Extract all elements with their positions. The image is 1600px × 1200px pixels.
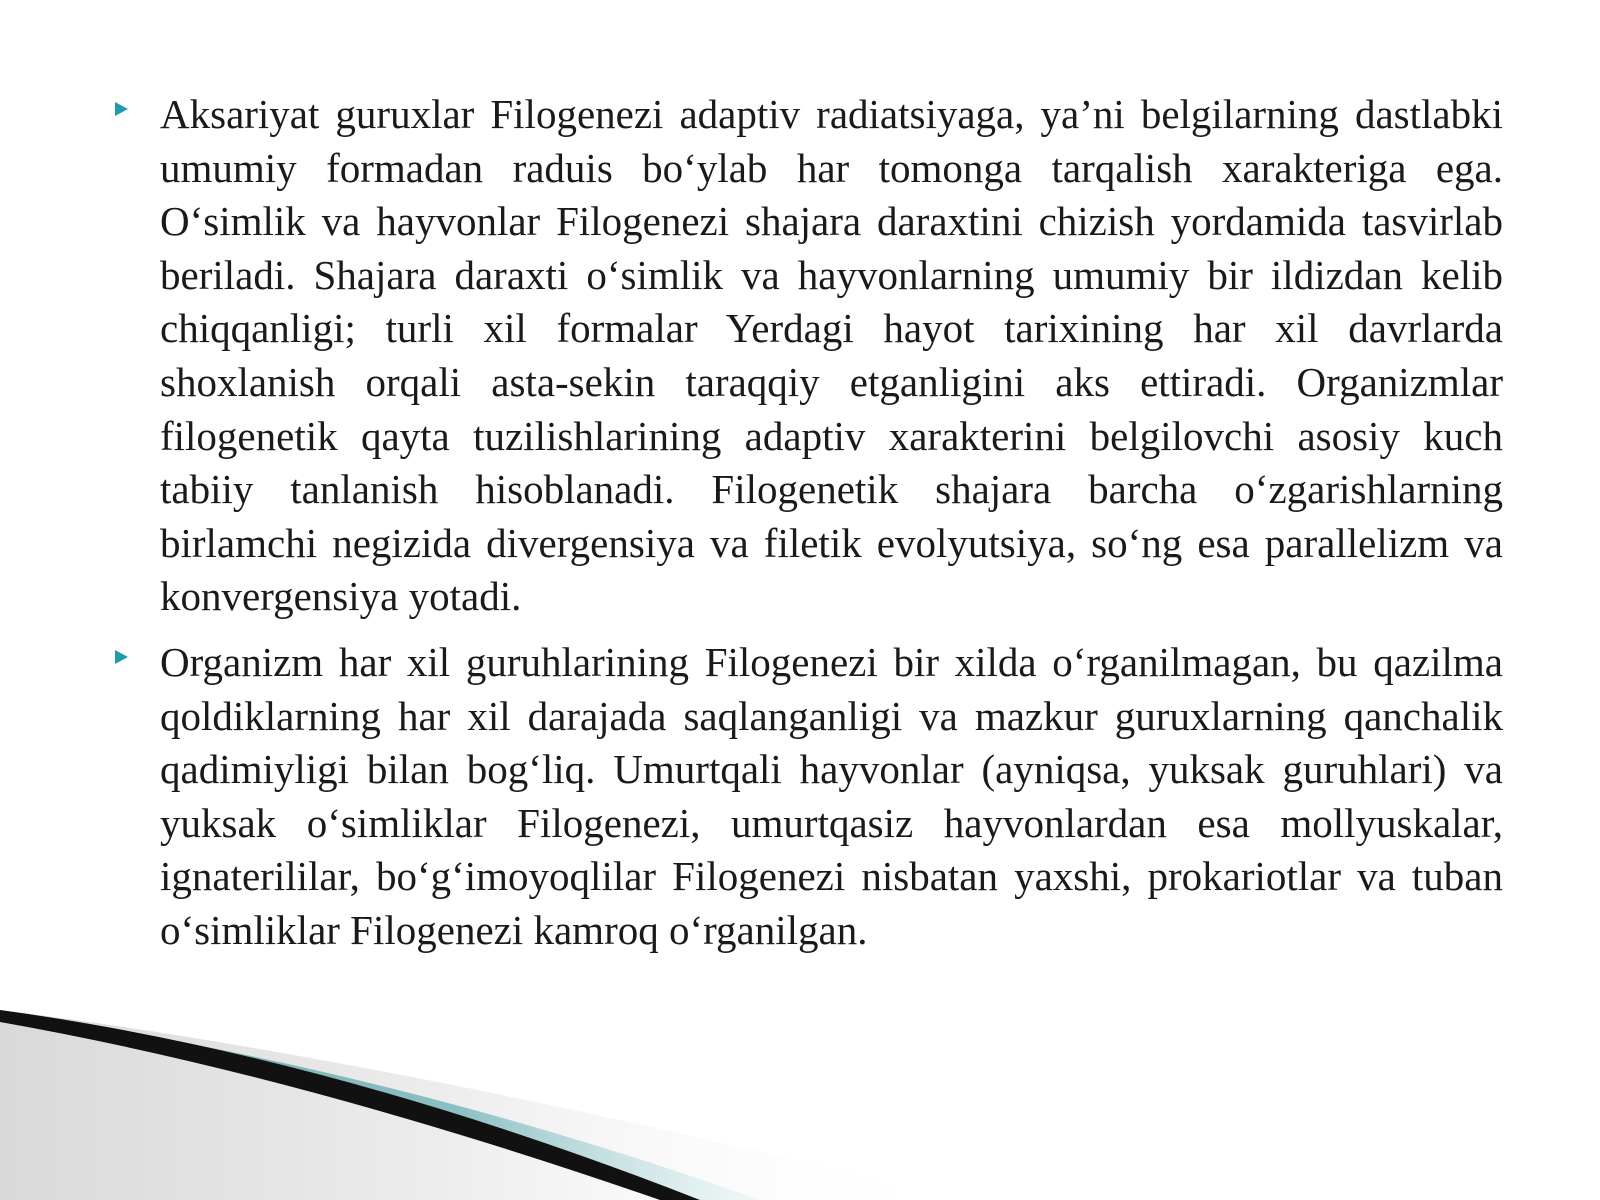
bullet-item — [115, 88, 1503, 624]
bullet-item — [115, 636, 1503, 958]
triangle-bullet-icon — [115, 650, 128, 664]
bullet-text: Organizm har xil guruhlarining Filogenezi bir xilda o‘rganilmagan, bu qazilma qoldiklarning har xil darajada saqlanganligi va mazkur guruxlarning qanchalik qadimiyligi bilan bog‘liq. Umurtqali hayvonlar (ayniqsa, yuksak guruhlari) va yuksak o‘simliklar Filogenezi, umurtqasiz hayvonlardan esa mollyuskalar, ignaterililar, bo‘g‘imoyoqlilar Filogenezi nisbatan yaxshi, prokariotlar va tuban o‘simliklar Filogenezi kamroq o‘rganilgan. — [160, 638, 1503, 953]
bullet-list — [115, 88, 1503, 970]
bullet-text: Aksariyat guruxlar Filogenezi adaptiv radiatsiyaga, ya’ni belgilarning dastlabki umumiy formadan raduis bo‘ylab har tomonga tarqalish xarakteriga ega. O‘simlik va hayvonlar Filogenezi shajara daraxtini chizish yordamida tasvirlab beriladi. Shajara daraxti o‘simlik va hayvonlarning umumiy bir ildizdan kelib chiqqanligi; turli xil formalar Yerdagi hayot tarixining har xil davrlarda shoxlanish orqali asta-sekin taraqqiy etganligini aks ettiradi. Organizmlar filogenetik qayta tuzilishlarining adaptiv xarakterini belgilovchi asosiy kuch tabiiy tanlanish hisoblanadi. Filogenetik shajara barcha o‘zgarishlarning birlamchi negizida divergensiya va filetik evolyutsiya, so‘ng esa parallelizm va konvergensiya yotadi. — [160, 91, 1503, 620]
triangle-bullet-icon — [115, 102, 128, 116]
